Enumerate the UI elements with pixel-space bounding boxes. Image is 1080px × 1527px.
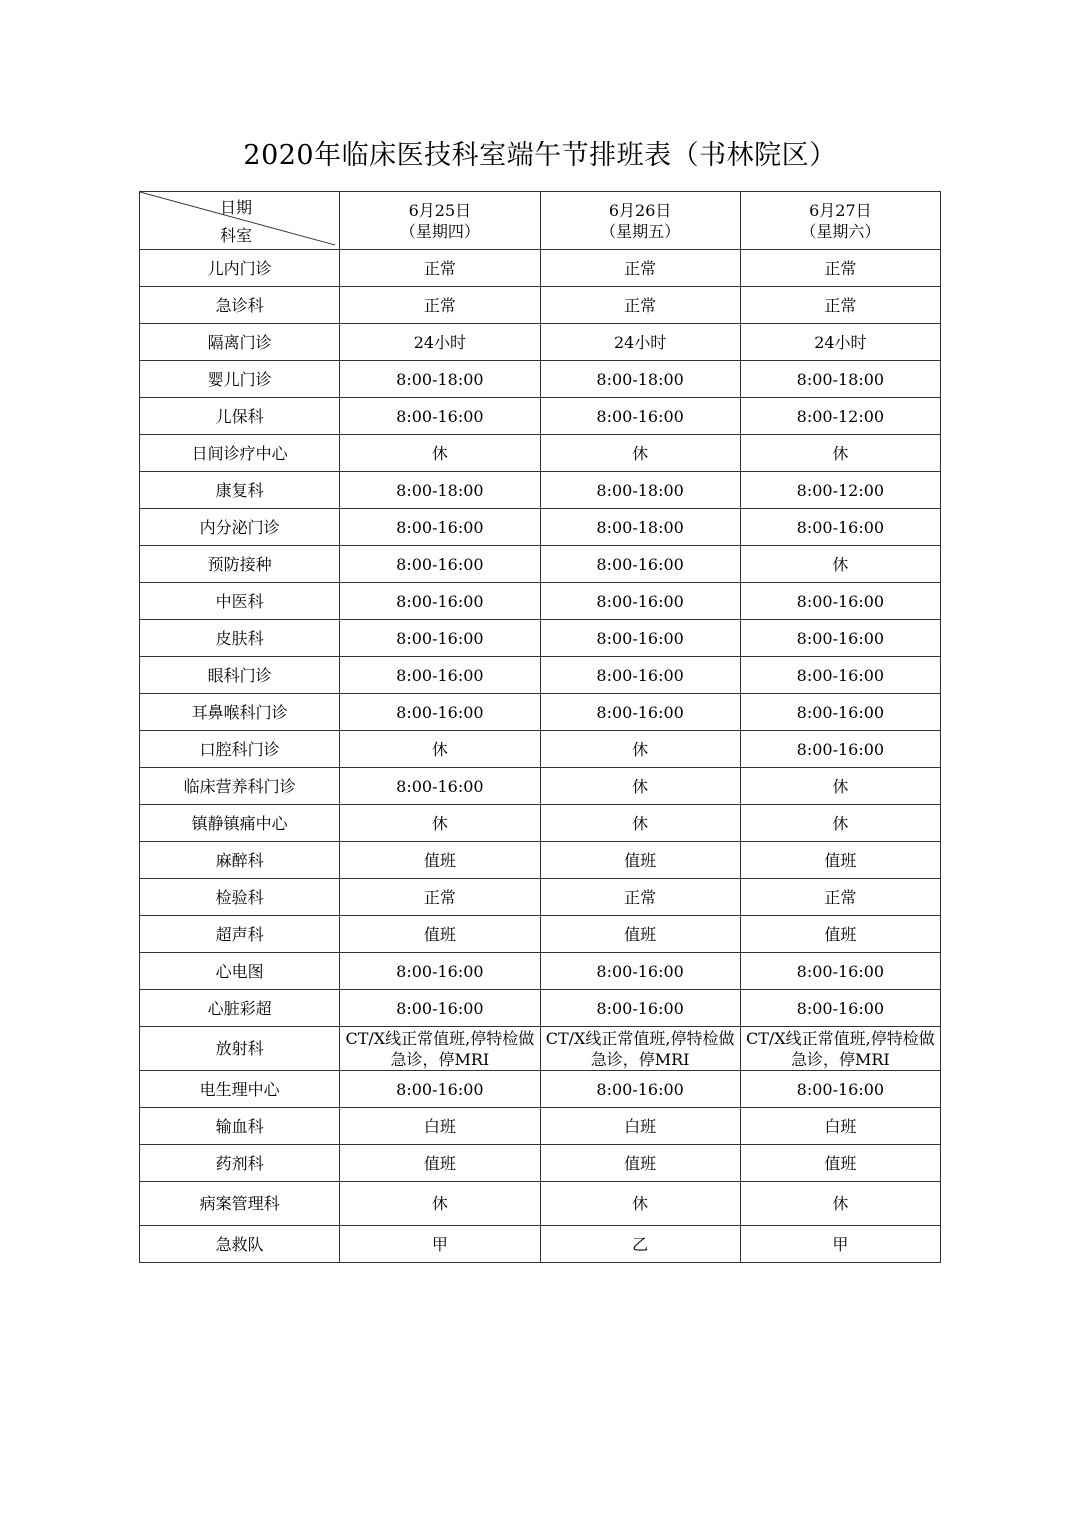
schedule-cell: 24小时 [340, 324, 540, 361]
schedule-cell: 休 [540, 805, 740, 842]
table-row [140, 1226, 941, 1263]
dept-cell: 临床营养科门诊 [140, 768, 340, 805]
table-row [140, 842, 941, 879]
dept-cell: 心脏彩超 [140, 990, 340, 1027]
corner-dept-label: 科室 [220, 226, 253, 245]
dept-cell: 皮肤科 [140, 620, 340, 657]
day-weekday: （星期五） [600, 221, 681, 241]
dept-cell: 婴儿门诊 [140, 361, 340, 398]
schedule-cell: 8:00-16:00 [340, 509, 540, 546]
schedule-cell: 8:00-18:00 [540, 472, 740, 509]
dept-cell: 中医科 [140, 583, 340, 620]
day-date: 6月26日 [608, 200, 672, 220]
schedule-cell: 休 [540, 768, 740, 805]
corner-header-cell [140, 192, 340, 250]
day-weekday: （星期六） [800, 221, 881, 241]
dept-cell: 病案管理科 [140, 1182, 340, 1226]
schedule-cell: 白班 [740, 1108, 940, 1145]
schedule-cell: 白班 [340, 1108, 540, 1145]
table-row [140, 768, 941, 805]
dept-cell: 麻醉科 [140, 842, 340, 879]
schedule-cell: 8:00-16:00 [740, 1071, 940, 1108]
table-row [140, 879, 941, 916]
dept-cell: 儿保科 [140, 398, 340, 435]
dept-cell: 药剂科 [140, 1145, 340, 1182]
table-row [140, 1027, 941, 1071]
table-row [140, 324, 941, 361]
schedule-cell: 正常 [340, 250, 540, 287]
dept-cell: 口腔科门诊 [140, 731, 340, 768]
dept-cell: 日间诊疗中心 [140, 435, 340, 472]
table-row [140, 1108, 941, 1145]
schedule-cell: 8:00-16:00 [540, 398, 740, 435]
schedule-cell: 值班 [540, 1145, 740, 1182]
schedule-cell: 甲 [740, 1226, 940, 1263]
schedule-cell: 正常 [540, 250, 740, 287]
schedule-cell: 24小时 [540, 324, 740, 361]
schedule-cell: 8:00-16:00 [540, 694, 740, 731]
table-row [140, 953, 941, 990]
corner-date-label: 日期 [220, 198, 253, 217]
table-row [140, 805, 941, 842]
dept-cell: 镇静镇痛中心 [140, 805, 340, 842]
table-row [140, 620, 941, 657]
schedule-cell: 正常 [540, 879, 740, 916]
schedule-cell: 乙 [540, 1226, 740, 1263]
schedule-cell: 值班 [740, 842, 940, 879]
dept-cell: 眼科门诊 [140, 657, 340, 694]
schedule-cell: 8:00-16:00 [340, 620, 540, 657]
dept-cell: 急救队 [140, 1226, 340, 1263]
schedule-cell: 值班 [340, 842, 540, 879]
schedule-cell: 8:00-16:00 [540, 990, 740, 1027]
schedule-cell: 休 [340, 731, 540, 768]
dept-cell: 超声科 [140, 916, 340, 953]
schedule-cell: 值班 [540, 916, 740, 953]
schedule-cell: 8:00-16:00 [540, 546, 740, 583]
schedule-cell: 8:00-16:00 [740, 583, 940, 620]
schedule-cell: 8:00-16:00 [740, 620, 940, 657]
dept-cell: 放射科 [140, 1027, 340, 1071]
schedule-cell: 8:00-16:00 [340, 398, 540, 435]
schedule-cell: 8:00-16:00 [740, 509, 940, 546]
day-weekday: （星期四） [399, 221, 480, 241]
schedule-cell: 休 [740, 805, 940, 842]
schedule-cell: 8:00-18:00 [540, 509, 740, 546]
schedule-cell: 休 [540, 1182, 740, 1226]
table-row [140, 916, 941, 953]
table-row [140, 1182, 941, 1226]
table-row [140, 1145, 941, 1182]
schedule-cell: 休 [340, 435, 540, 472]
schedule-cell: 8:00-16:00 [340, 583, 540, 620]
day-header-1 [340, 192, 540, 250]
schedule-cell: 8:00-18:00 [540, 361, 740, 398]
schedule-cell: 8:00-16:00 [740, 953, 940, 990]
table-row [140, 657, 941, 694]
schedule-cell: 8:00-16:00 [740, 731, 940, 768]
day-header-2 [540, 192, 740, 250]
schedule-cell: 8:00-16:00 [540, 583, 740, 620]
schedule-cell: 甲 [340, 1226, 540, 1263]
table-row [140, 472, 941, 509]
table-row [140, 546, 941, 583]
table-row [140, 250, 941, 287]
schedule-cell: 值班 [740, 916, 940, 953]
dept-cell: 耳鼻喉科门诊 [140, 694, 340, 731]
schedule-cell: 8:00-16:00 [340, 694, 540, 731]
schedule-cell: 8:00-16:00 [340, 546, 540, 583]
day-header-3 [740, 192, 940, 250]
dept-cell: 康复科 [140, 472, 340, 509]
schedule-cell: 8:00-18:00 [340, 361, 540, 398]
schedule-cell: 休 [740, 546, 940, 583]
table-row [140, 287, 941, 324]
schedule-cell: 8:00-16:00 [340, 990, 540, 1027]
schedule-cell: 8:00-16:00 [540, 657, 740, 694]
schedule-cell: 值班 [540, 842, 740, 879]
dept-cell: 预防接种 [140, 546, 340, 583]
schedule-cell: 8:00-18:00 [740, 361, 940, 398]
table-row [140, 435, 941, 472]
table-row [140, 731, 941, 768]
schedule-cell: 8:00-12:00 [740, 398, 940, 435]
dept-cell: 电生理中心 [140, 1071, 340, 1108]
schedule-cell: 休 [740, 768, 940, 805]
schedule-cell: 正常 [340, 879, 540, 916]
schedule-cell: 白班 [540, 1108, 740, 1145]
table-row [140, 1071, 941, 1108]
schedule-cell: 休 [340, 1182, 540, 1226]
schedule-cell: 正常 [740, 287, 940, 324]
table-row [140, 990, 941, 1027]
dept-cell: 急诊科 [140, 287, 340, 324]
schedule-cell: 24小时 [740, 324, 940, 361]
schedule-cell: 休 [540, 731, 740, 768]
table-row [140, 583, 941, 620]
dept-cell: 儿内门诊 [140, 250, 340, 287]
schedule-cell: 8:00-16:00 [740, 657, 940, 694]
schedule-cell: 休 [540, 435, 740, 472]
schedule-cell: 8:00-18:00 [340, 472, 540, 509]
schedule-cell: 值班 [340, 1145, 540, 1182]
schedule-cell: CT/X线正常值班,停特检做急诊，停MRI [540, 1027, 740, 1071]
schedule-cell: 8:00-16:00 [740, 990, 940, 1027]
dept-cell: 内分泌门诊 [140, 509, 340, 546]
schedule-cell: CT/X线正常值班,停特检做急诊，停MRI [340, 1027, 540, 1071]
schedule-cell: 值班 [740, 1145, 940, 1182]
dept-cell: 检验科 [140, 879, 340, 916]
table-row [140, 509, 941, 546]
page-title: 2020年临床医技科室端午节排班表（书林院区） [243, 140, 837, 171]
schedule-cell: 休 [740, 435, 940, 472]
table-row [140, 398, 941, 435]
schedule-cell: 正常 [740, 879, 940, 916]
table-row [140, 361, 941, 398]
header-row [140, 192, 941, 250]
schedule-cell: 正常 [340, 287, 540, 324]
schedule-cell: 休 [340, 805, 540, 842]
schedule-cell: 8:00-16:00 [540, 1071, 740, 1108]
dept-cell: 隔离门诊 [140, 324, 340, 361]
schedule-cell: 8:00-16:00 [340, 953, 540, 990]
schedule-cell: 8:00-16:00 [340, 1071, 540, 1108]
schedule-cell: 8:00-16:00 [740, 694, 940, 731]
table-row [140, 694, 941, 731]
schedule-cell: 8:00-16:00 [540, 620, 740, 657]
schedule-cell: 8:00-16:00 [340, 768, 540, 805]
dept-cell: 心电图 [140, 953, 340, 990]
dept-cell: 输血科 [140, 1108, 340, 1145]
schedule-cell: 8:00-16:00 [340, 657, 540, 694]
schedule-cell: 值班 [340, 916, 540, 953]
schedule-cell: 正常 [740, 250, 940, 287]
schedule-cell: 正常 [540, 287, 740, 324]
schedule-cell: 8:00-12:00 [740, 472, 940, 509]
day-date: 6月27日 [809, 200, 872, 220]
schedule-cell: CT/X线正常值班,停特检做急诊，停MRI [740, 1027, 940, 1071]
schedule-cell: 休 [740, 1182, 940, 1226]
day-date: 6月25日 [408, 200, 472, 220]
schedule-table [139, 191, 941, 1263]
schedule-cell: 8:00-16:00 [540, 953, 740, 990]
